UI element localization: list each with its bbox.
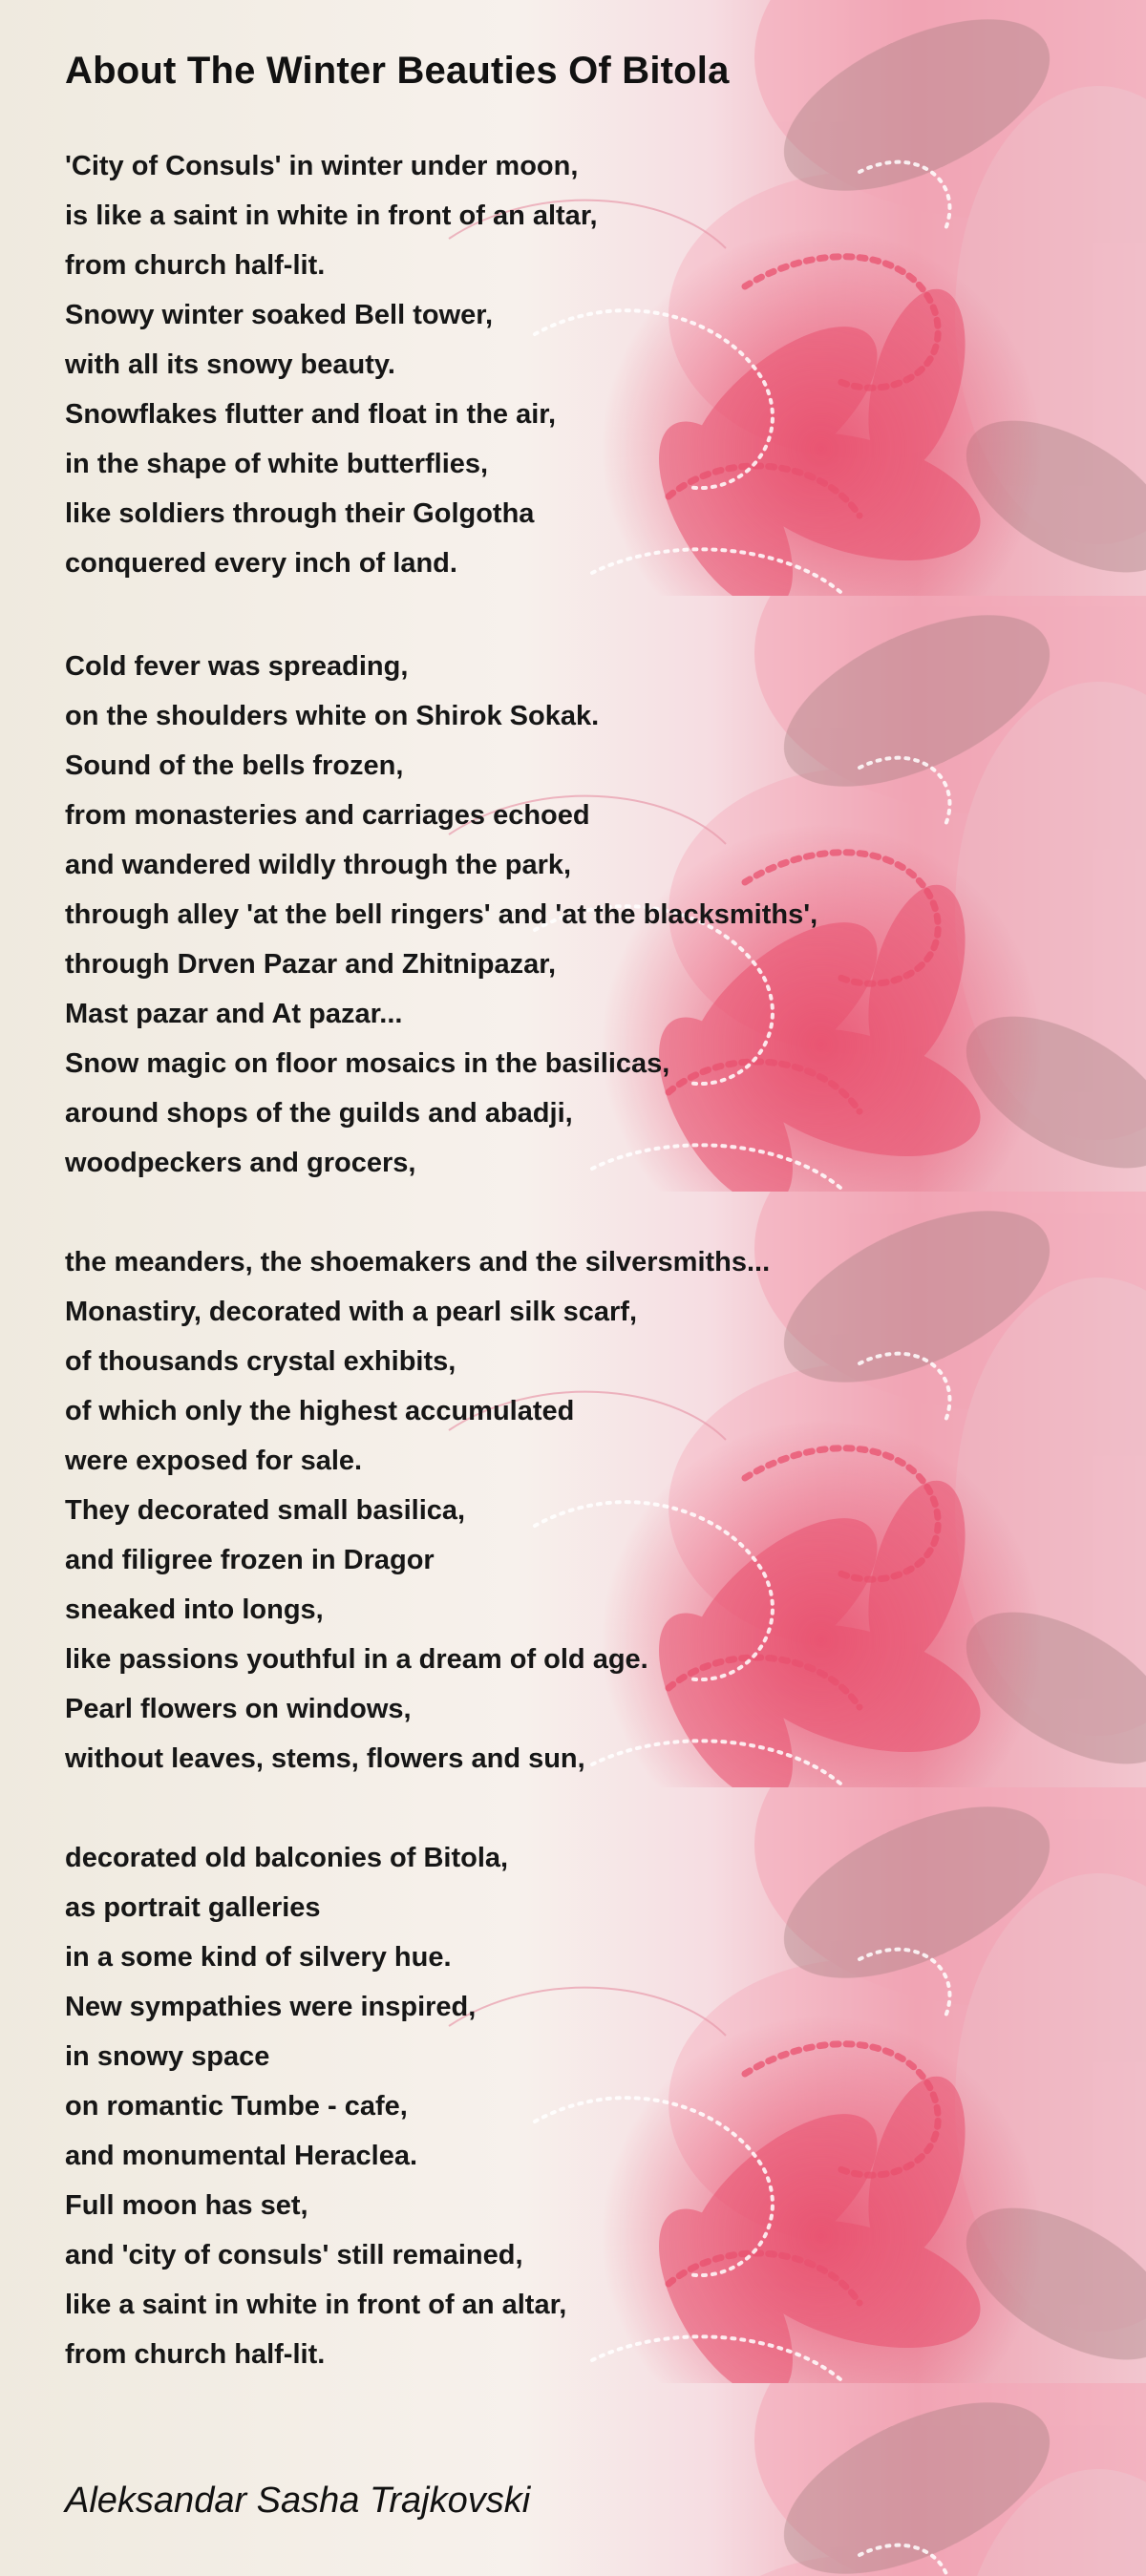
poem-line: in the shape of white butterflies, — [65, 449, 489, 479]
stanza-2 — [65, 642, 1077, 1188]
poem-line: in a some kind of silvery hue. — [65, 1942, 452, 1973]
poem-line: woodpeckers and grocers, — [65, 1148, 416, 1178]
stanza-4 — [65, 1833, 1077, 2379]
poem-line: like passions youthful in a dream of old age. — [65, 1644, 648, 1675]
poem-line: the meanders, the shoemakers and the silversmiths... — [65, 1247, 771, 1277]
poem-line: They decorated small basilica, — [65, 1495, 466, 1526]
poem-line: on the shoulders white on Shirok Sokak. — [65, 701, 600, 731]
poem-line: and monumental Heraclea. — [65, 2141, 418, 2171]
poem-line: with all its snowy beauty. — [65, 349, 395, 380]
poem-line: 'City of Consuls' in winter under moon, — [65, 151, 579, 181]
poem-line: like a saint in white in front of an altar, — [65, 2290, 567, 2320]
poem-line: through Drven Pazar and Zhitnipazar, — [65, 949, 557, 980]
poem-line: from church half-lit. — [65, 250, 326, 281]
poem-line: without leaves, stems, flowers and sun, — [65, 1743, 585, 1774]
poem-line: is like a saint in white in front of an altar, — [65, 201, 598, 231]
poem-line: Monastiry, decorated with a pearl silk scarf, — [65, 1297, 638, 1327]
poem-line: were exposed for sale. — [65, 1446, 363, 1476]
poem-line: Snowy winter soaked Bell tower, — [65, 300, 494, 330]
poem-author: Aleksandar Sasha Trajkovski — [65, 2481, 531, 2521]
poem-line: New sympathies were inspired, — [65, 1992, 477, 2022]
poem-line: and 'city of consuls' still remained, — [65, 2240, 523, 2270]
poem-title: About The Winter Beauties Of Bitola — [65, 50, 730, 92]
poem-line: from church half-lit. — [65, 2339, 326, 2370]
poem-line: Snow magic on floor mosaics in the basilicas, — [65, 1048, 670, 1079]
poem-line: as portrait galleries — [65, 1892, 321, 1923]
poem-line: in snowy space — [65, 2041, 270, 2072]
stanza-3 — [65, 1237, 1077, 1784]
poem-line: and filigree frozen in Dragor — [65, 1545, 435, 1575]
poem-line: around shops of the guilds and abadji, — [65, 1098, 573, 1129]
poem-line: sneaked into longs, — [65, 1594, 324, 1625]
poem-line: Cold fever was spreading, — [65, 651, 409, 682]
poem-line: on romantic Tumbe - cafe, — [65, 2091, 408, 2122]
poem-line: like soldiers through their Golgotha — [65, 498, 535, 529]
poem-line: Sound of the bells frozen, — [65, 750, 404, 781]
poem-line: conquered every inch of land. — [65, 548, 457, 579]
poem-line: of which only the highest accumulated — [65, 1396, 575, 1426]
poem-line: Snowflakes flutter and float in the air, — [65, 399, 557, 430]
poem-line: Mast pazar and At pazar... — [65, 999, 403, 1029]
poem-line: through alley 'at the bell ringers' and 'at the blacksmiths', — [65, 899, 818, 930]
stanza-1 — [65, 141, 1077, 588]
poem-line: Full moon has set, — [65, 2190, 308, 2221]
poem-line: decorated old balconies of Bitola, — [65, 1843, 509, 1873]
poem-line: Pearl flowers on windows, — [65, 1694, 412, 1724]
poem-line: and wandered wildly through the park, — [65, 850, 572, 880]
poem-line: from monasteries and carriages echoed — [65, 800, 590, 831]
poem-line: of thousands crystal exhibits, — [65, 1346, 456, 1377]
